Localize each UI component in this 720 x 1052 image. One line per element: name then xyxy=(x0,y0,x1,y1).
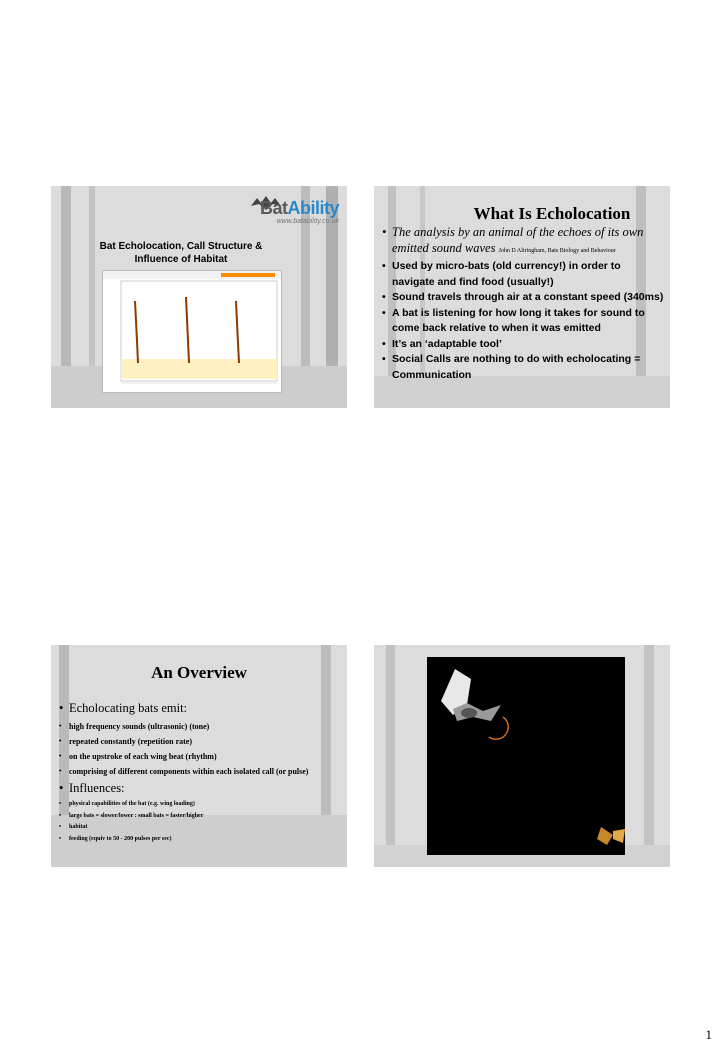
logo-url: www.batability.co.uk xyxy=(276,218,339,225)
list-item: • Sound travels through air at a constant speed (340ms) xyxy=(380,290,664,306)
slide-heading: What Is Echolocation xyxy=(473,204,631,223)
list-item: • high frequency sounds (ultrasonic) (tone) xyxy=(57,721,337,732)
list-item: • physical capabilities of the bat (e.g. wing loading) xyxy=(57,800,337,809)
slide-overview xyxy=(51,645,347,867)
slide-what-is-echolocation xyxy=(374,186,670,408)
citation: John D Altringham, Bats Biology and Behaviour xyxy=(498,248,616,254)
bullet-list xyxy=(380,224,664,383)
list-item: • Social Calls are nothing to do with echolocating = Communication xyxy=(380,352,664,383)
list-item: • comprising of different components within each isolated call (or pulse) xyxy=(57,766,337,777)
spectrogram-image xyxy=(102,270,282,393)
list-item: • Used by micro-bats (old currency!) in order to navigate and find food (usually!) xyxy=(380,259,664,290)
list-heading-emit: • Echolocating bats emit: xyxy=(57,699,337,717)
slide-title-text: Bat Echolocation, Call Structure & Influence of Habitat xyxy=(99,241,263,265)
list-item: • large bats = slower/lower : small bats = faster/higher xyxy=(57,812,337,821)
list-item: • A bat is listening for how long it takes for sound to come back relative to when it was emitted xyxy=(380,306,664,337)
slide-title xyxy=(51,186,347,408)
echolocation-animation-image xyxy=(427,657,625,855)
list-heading-influences: • Influences: xyxy=(57,779,337,797)
batability-logo xyxy=(249,194,341,230)
list-item: • on the upstroke of each wing beat (rhythm) xyxy=(57,751,337,762)
page-number: 1 xyxy=(705,1027,712,1042)
list-item: • habitat xyxy=(57,823,337,832)
slide-heading: An Overview xyxy=(151,663,247,682)
list-item: • It’s an ‘adaptable tool’ xyxy=(380,337,664,353)
list-item: • feeding (equiv to 50 - 200 pulses per sec) xyxy=(57,835,337,844)
definition-item: • The analysis by an animal of the echoes of its own emitted sound waves John D Altringham, Bats Biology and Behaviour xyxy=(380,224,664,259)
logo-text: BatAbility xyxy=(259,198,339,218)
list-item: • repeated constantly (repetition rate) xyxy=(57,736,337,747)
slide-bat-animation xyxy=(374,645,670,867)
bullet-list xyxy=(57,697,337,843)
